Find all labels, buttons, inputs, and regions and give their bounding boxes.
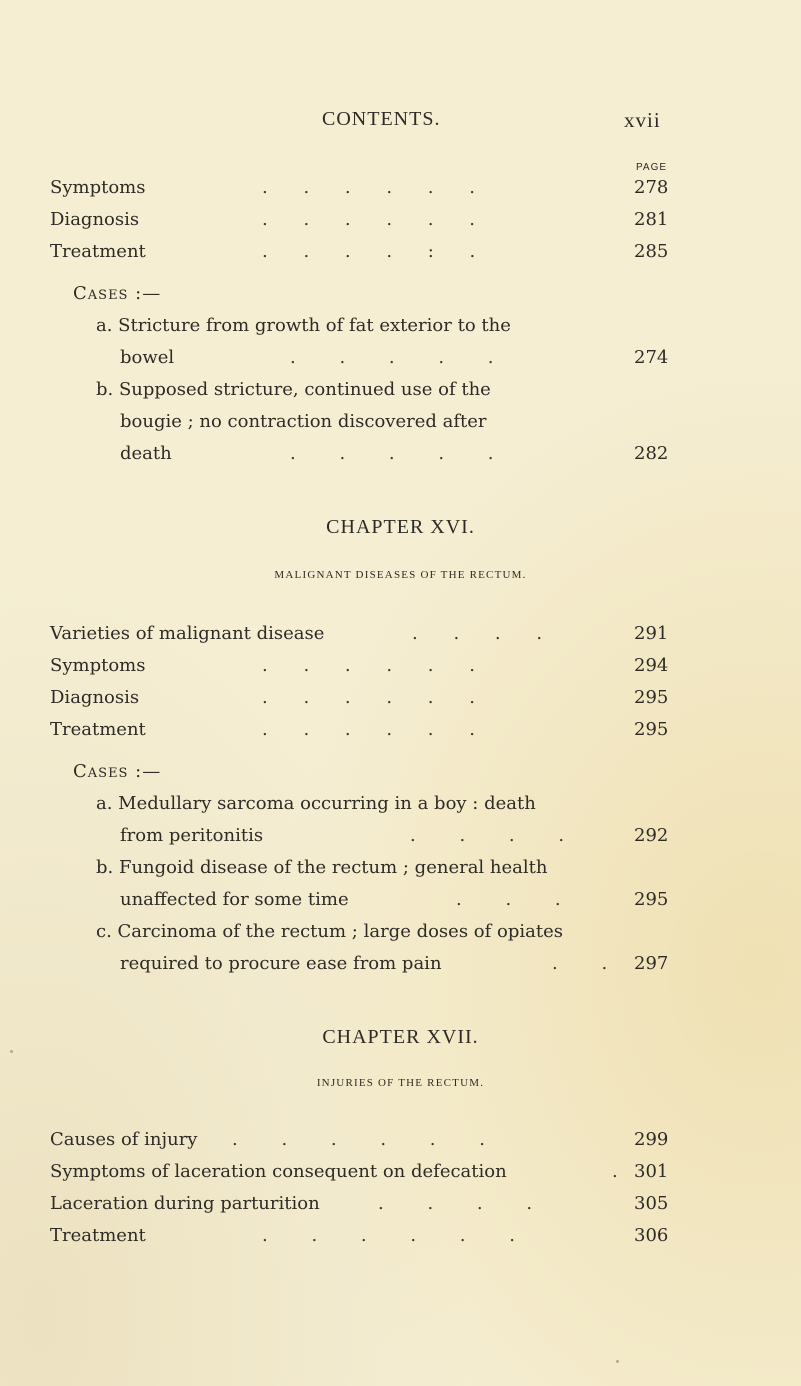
toc-entry-label: Varieties of malignant disease <box>50 623 325 644</box>
toc-entry-label: Symptoms <box>50 655 146 676</box>
toc-entry-label: Treatment <box>50 1225 146 1246</box>
case-line: b. Supposed stricture, continued use of the <box>96 379 491 400</box>
chapter-subheading: INJURIES OF THE RECTUM. <box>316 1077 485 1089</box>
toc-entry <box>0 884 801 916</box>
leader-dots: . . . . . . <box>262 687 475 708</box>
toc-entry-label: bowel <box>120 347 175 368</box>
toc-entry <box>0 682 801 714</box>
leader-dots: . . . . . . <box>232 1129 485 1150</box>
page-column-label: PAGE <box>636 162 668 173</box>
toc-entry-page: 282 <box>634 443 669 464</box>
case-line: b. Fungoid disease of the rectum ; general health <box>96 857 548 878</box>
running-head <box>0 108 801 138</box>
toc-entry <box>0 172 801 204</box>
toc-entry-label: Treatment <box>50 719 146 740</box>
toc-entry-page: 294 <box>634 655 669 676</box>
leader-dots: . . . . . <box>290 347 494 368</box>
toc-entry-page: 295 <box>634 889 669 910</box>
toc-entry <box>0 1156 801 1188</box>
leader-dots: . . . . <box>378 1193 533 1214</box>
toc-entry <box>0 1188 801 1220</box>
chapter-subheading: MALIGNANT DISEASES OF THE RECTUM. <box>274 569 527 581</box>
toc-entry-page: 305 <box>634 1193 669 1214</box>
leader-dots: . . . . <box>412 623 543 644</box>
toc-entry-label: Symptoms of laceration consequent on defecation <box>50 1161 507 1182</box>
paper-speck <box>616 1360 619 1363</box>
toc-entry-page: 295 <box>634 687 669 708</box>
toc-entry-page: 292 <box>634 825 669 846</box>
toc-entry <box>0 1220 801 1252</box>
toc-entry <box>0 204 801 236</box>
chapter-heading: CHAPTER XVI. <box>326 516 475 538</box>
cases-label: Cases :— <box>73 761 162 782</box>
toc-entry-label: from peritonitis <box>120 825 264 846</box>
toc-entry <box>0 820 801 852</box>
toc-entry-page: 278 <box>634 177 669 198</box>
leader-dots: . . . . <box>410 825 565 846</box>
toc-entry-label: Treatment <box>50 241 146 262</box>
toc-entry-page: 297 <box>634 953 669 974</box>
case-line: a. Stricture from growth of fat exterior to the <box>96 315 511 336</box>
toc-entry-page: 291 <box>634 623 669 644</box>
toc-entry <box>0 650 801 682</box>
paper-speck <box>10 1050 13 1053</box>
case-line: a. Medullary sarcoma occurring in a boy : death <box>96 793 536 814</box>
toc-entry-label: Symptoms <box>50 177 146 198</box>
toc-entry-page: 299 <box>634 1129 669 1150</box>
leader-dots: . . <box>552 953 608 974</box>
leader-dots: . . . <box>456 889 561 910</box>
toc-entry-label: Diagnosis <box>50 209 140 230</box>
toc-entry <box>0 236 801 268</box>
leader-dots: . <box>612 1161 618 1182</box>
chapter-heading: CHAPTER XVII. <box>322 1026 479 1048</box>
case-line: c. Carcinoma of the rectum ; large doses of opiates <box>96 921 563 942</box>
toc-entry-page: 281 <box>634 209 669 230</box>
leader-dots: . . . . . . <box>262 1225 515 1246</box>
toc-entry-label: required to procure ease from pain <box>120 953 442 974</box>
toc-entry-label: Diagnosis <box>50 687 140 708</box>
toc-entry-page: 285 <box>634 241 669 262</box>
case-line: bougie ; no contraction discovered after <box>120 411 487 432</box>
toc-entry <box>0 618 801 650</box>
leader-dots: . . . . : . <box>262 241 476 262</box>
toc-entry <box>0 438 801 470</box>
toc-entry-label: Causes of injury <box>50 1129 198 1150</box>
leader-dots: . . . . . . <box>262 655 475 676</box>
leader-dots: . . . . . . <box>262 719 475 740</box>
leader-dots: . . . . . . <box>262 209 475 230</box>
toc-entry <box>0 1124 801 1156</box>
toc-entry-label: Laceration during parturition <box>50 1193 320 1214</box>
toc-entry <box>0 342 801 374</box>
toc-entry <box>0 714 801 746</box>
leader-dots: . . . . . <box>290 443 494 464</box>
toc-entry-label: death <box>120 443 172 464</box>
page-number: xvii <box>624 108 661 132</box>
toc-entry <box>0 948 801 980</box>
toc-entry-page: 274 <box>634 347 669 368</box>
toc-entry-label: unaffected for some time <box>120 889 349 910</box>
running-head-title: CONTENTS. <box>322 108 441 130</box>
toc-entry-page: 295 <box>634 719 669 740</box>
toc-entry-page: 306 <box>634 1225 669 1246</box>
leader-dots: . . . . . . <box>262 177 475 198</box>
toc-entry-page: 301 <box>634 1161 669 1182</box>
cases-label: Cases :— <box>73 283 162 304</box>
